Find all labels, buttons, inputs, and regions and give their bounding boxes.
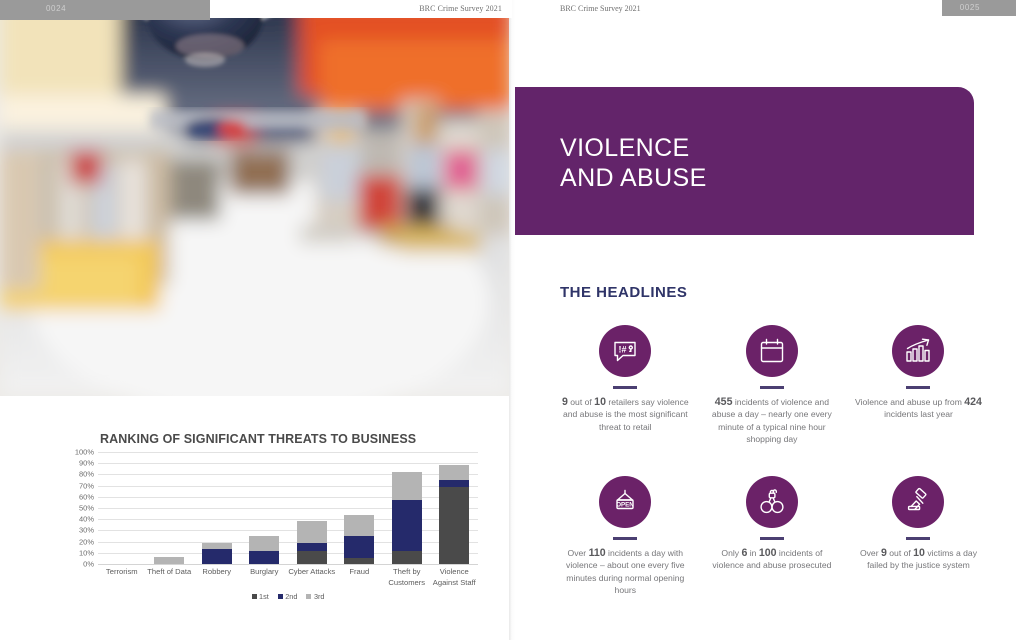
- card-divider: [613, 537, 637, 540]
- gavel-icon-badge: [892, 476, 944, 528]
- svg-text:!#: !#: [618, 344, 627, 355]
- chart-stacked-bar: [344, 515, 374, 564]
- headline-cards: [552, 325, 992, 597]
- chart-y-tick: 100%: [74, 447, 94, 457]
- chart-bar-segment: [344, 515, 374, 536]
- chart-x-tick: Cyber Attacks: [288, 567, 336, 576]
- chart-x-tick: Violence Against Staff: [432, 567, 476, 587]
- open-sign-icon: [610, 487, 640, 517]
- chart-bar-column: [193, 452, 241, 564]
- chart-bar-segment: [439, 465, 469, 480]
- chart-legend: [98, 592, 478, 601]
- left-folio-band: [0, 0, 210, 20]
- chart-stacked-bar: [249, 536, 279, 564]
- chart-bar-column: [383, 452, 431, 564]
- chart-y-tick: 0%: [83, 559, 94, 569]
- threats-chart: [62, 432, 476, 622]
- chart-x-axis: [98, 567, 478, 588]
- banner-title: [560, 133, 707, 193]
- rising-bar-chart-icon: [903, 336, 933, 366]
- chart-legend-swatch: [306, 594, 311, 599]
- handcuffs-icon-badge: [746, 476, 798, 528]
- card-divider: [760, 537, 784, 540]
- chart-legend-item: [252, 592, 269, 601]
- headline-card-text: Over 9 out of 10 victims a day failed by the justice system: [859, 546, 978, 571]
- chart-legend-label: 1st: [259, 592, 269, 601]
- chart-stacked-bar: [154, 557, 184, 564]
- headline-card: [552, 325, 699, 446]
- speech-bubble-swearing-icon-badge: [599, 325, 651, 377]
- headline-card-text: Violence and abuse up from 424 incidents last year: [855, 395, 982, 420]
- card-divider: [613, 386, 637, 389]
- headline-row-2: [552, 476, 992, 597]
- headline-card-text: 9 out of 10 retailers say violence and abuse is the most significant threat to retail: [561, 395, 689, 432]
- chart-legend-swatch: [278, 594, 283, 599]
- chart-y-tick: 60%: [78, 492, 94, 502]
- chart-title: RANKING OF SIGNIFICANT THREATS TO BUSINESS: [100, 432, 417, 446]
- chart-x-tick: Theft by Customers: [388, 567, 426, 587]
- chart-legend-item: [306, 592, 324, 601]
- chart-bar-column: [98, 452, 146, 564]
- chart-y-axis: [62, 447, 94, 569]
- chart-y-tick: 30%: [78, 525, 94, 535]
- chart-bar-column: [288, 452, 336, 564]
- chart-y-tick: 40%: [78, 514, 94, 524]
- chart-bar-segment: [439, 480, 469, 487]
- chart-legend-item: [278, 592, 298, 601]
- chart-y-tick: 20%: [78, 536, 94, 546]
- chart-bar-segment: [154, 557, 184, 564]
- headline-card: [699, 476, 846, 597]
- chart-bar-segment: [297, 521, 327, 542]
- chart-y-tick: 70%: [78, 480, 94, 490]
- chart-stacked-bar: [392, 472, 422, 564]
- headline-card: [845, 325, 992, 446]
- chart-stacked-bar: [439, 465, 469, 564]
- handcuffs-icon: [757, 487, 787, 517]
- chart-bar-segment: [344, 536, 374, 558]
- headline-row-1: [552, 325, 992, 446]
- chart-legend-label: 3rd: [313, 592, 325, 601]
- headline-card: [699, 325, 846, 446]
- chart-gridline: [98, 564, 478, 565]
- right-running-head: BRC Crime Survey 2021: [560, 4, 641, 13]
- card-divider: [906, 386, 930, 389]
- chart-x-tick: Robbery: [202, 567, 232, 576]
- chart-bar-segment: [392, 551, 422, 564]
- calendar-icon-badge: [746, 325, 798, 377]
- right-page-number: 0025: [959, 3, 980, 12]
- the-headlines-heading: THE HEADLINES: [560, 284, 688, 301]
- banner-title-line1: VIOLENCE: [560, 134, 690, 162]
- chart-legend-label: 2nd: [285, 592, 298, 601]
- svg-text:OPEN: OPEN: [616, 501, 635, 509]
- headline-card: [845, 476, 992, 597]
- chart-bar-column: [431, 452, 479, 564]
- headline-card-text: Only 6 in 100 incidents of violence and abuse prosecuted: [712, 546, 832, 571]
- calendar-icon: [757, 336, 787, 366]
- headline-card-text: Over 110 incidents a day with violence – about one every five minutes during normal opening hours: [566, 546, 685, 596]
- chart-bars: [98, 452, 478, 564]
- left-running-head: BRC Crime Survey 2021: [419, 4, 502, 13]
- violence-and-abuse-banner: [512, 87, 974, 235]
- chart-y-tick: 80%: [78, 469, 94, 479]
- chart-bar-column: [146, 452, 194, 564]
- chart-y-tick: 10%: [78, 548, 94, 558]
- chart-x-tick: Fraud: [349, 567, 370, 576]
- chart-bar-segment: [392, 472, 422, 500]
- chart-bar-segment: [297, 543, 327, 551]
- chart-bar-segment: [392, 500, 422, 550]
- chart-bar-segment: [344, 558, 374, 564]
- chart-x-tick: Terrorism: [105, 567, 138, 576]
- headline-card: [552, 476, 699, 597]
- chart-plot-area: [74, 447, 478, 569]
- right-page: [512, 0, 1024, 640]
- rising-bar-chart-icon-badge: [892, 325, 944, 377]
- open-sign-icon-badge: [599, 476, 651, 528]
- speech-bubble-swearing-icon: [610, 336, 640, 366]
- chart-bar-segment: [202, 543, 232, 550]
- card-divider: [906, 537, 930, 540]
- chart-bar-column: [336, 452, 384, 564]
- chart-bar-segment: [249, 536, 279, 551]
- chart-bar-segment: [249, 551, 279, 564]
- chart-legend-swatch: [252, 594, 257, 599]
- chart-stacked-bar: [297, 521, 327, 564]
- gavel-icon: [903, 487, 933, 517]
- chart-bar-segment: [297, 551, 327, 564]
- card-divider: [760, 386, 784, 389]
- banner-title-line2: AND ABUSE: [560, 164, 707, 192]
- chart-x-tick: Burglary: [250, 567, 279, 576]
- left-page-header: [0, 0, 512, 20]
- left-page-number: 0024: [46, 4, 67, 13]
- chart-stacked-bar: [202, 543, 232, 564]
- chart-bar-segment: [439, 487, 469, 564]
- chart-x-tick: Theft of Data: [147, 567, 192, 576]
- chart-y-tick: 50%: [78, 503, 94, 513]
- chart-bar-segment: [202, 549, 232, 564]
- shopping-mall-photo: [0, 0, 512, 396]
- chart-y-tick: 90%: [78, 458, 94, 468]
- right-page-header: [512, 0, 1024, 20]
- page-gutter: [509, 0, 515, 640]
- chart-bar-column: [241, 452, 289, 564]
- headline-card-text: 455 incidents of violence and abuse a day – nearly one every minute of a typical nine hour shopping day: [711, 395, 832, 445]
